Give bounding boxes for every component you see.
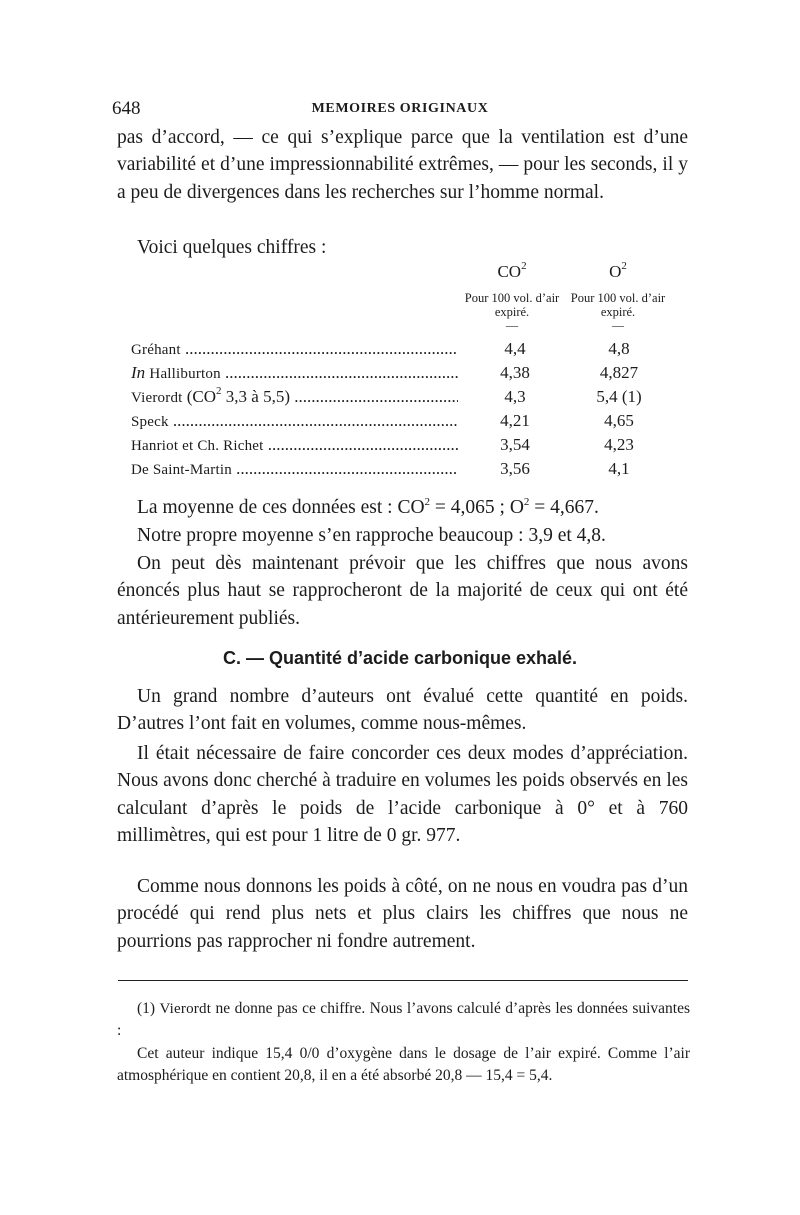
row-o2-value: 4,1 bbox=[608, 459, 630, 478]
column-header-o2: $O^2$ bbox=[609, 260, 627, 281]
column-subheader-co2: Pour 100 vol. d’air expiré. bbox=[464, 291, 560, 319]
row-author: Speck ..... bbox=[131, 411, 458, 431]
table-row bbox=[131, 363, 691, 387]
footnote-continuation: Cet auteur indique 15,4 0/0 d’oxygène dans le dosage de l’air expiré. Comme l’air atmosphérique en contient 20,8, il en a été absorbé 20,8 — 15,4 = 5,4. bbox=[117, 1045, 690, 1084]
paragraph-average: La moyenne de ces données est : $CO^2 = 4,065$ ; $O^2 = 4,667$. bbox=[137, 495, 599, 518]
row-o2-value: 4,65 bbox=[604, 411, 634, 430]
column-subheader-o2: Pour 100 vol. d’air expiré. bbox=[570, 291, 666, 319]
section-title: C. — Quantité d’acide carbonique exhalé. bbox=[222, 648, 578, 668]
row-o2-value: 4,8 bbox=[608, 339, 630, 358]
table-intro: Voici quelques chiffres : bbox=[137, 237, 327, 258]
row-author: Hanriot et Ch. Richet ..... bbox=[131, 435, 458, 455]
column-header-co2: $CO^2$ bbox=[497, 260, 527, 281]
paragraph: Un grand nombre d’auteurs ont évalué cette quantité en poids. D’autres l’ont fait en volumes, comme nous-mêmes. bbox=[117, 686, 688, 735]
table-row bbox=[131, 387, 691, 411]
column-dash-o2: — bbox=[612, 318, 624, 332]
row-co2-value: 3,56 bbox=[500, 459, 530, 478]
table-row bbox=[131, 339, 691, 363]
column-dash-co2: — bbox=[506, 318, 518, 332]
row-o2-value: 4,827 bbox=[599, 363, 639, 382]
paragraph: Comme nous donnons les poids à côté, on ne nous en voudra pas d’un procédé qui rend plus nets et plus clairs les chiffres que nous ne pourrions pas rapprocher ni fondre autrement. bbox=[117, 876, 688, 952]
paragraph: pas d’accord, — ce qui s’explique parce que la ventilation est d’une variabilité et d’une impressionnabilité extrêmes, — pour les seconds, il y a peu de divergences dans les recherches sur l’homme normal. bbox=[117, 127, 688, 203]
row-author: De Saint-Martin ..... bbox=[131, 459, 458, 479]
table-row bbox=[131, 459, 691, 483]
paragraph: On peut dès maintenant prévoir que les chiffres que nous avons énoncés plus haut se rapprocheront de la majorité de ceux qui ont été antérieurement publiés. bbox=[117, 553, 688, 629]
row-o2-value: 5,4 (1) bbox=[596, 387, 642, 406]
row-co2-value: 4,38 bbox=[500, 363, 530, 382]
row-author: In Halliburton ..... bbox=[131, 363, 458, 383]
row-author: Gréhant ..... bbox=[131, 339, 458, 359]
running-title: MEMOIRES ORIGINAUX bbox=[311, 101, 489, 116]
table-row bbox=[131, 411, 691, 435]
row-co2-value: 4,21 bbox=[500, 411, 530, 430]
row-author: Vierordt ($CO^2$ 3,3 à 5,5) ..... bbox=[131, 387, 458, 407]
footnote-rule bbox=[118, 980, 688, 981]
paragraph: Notre propre moyenne s’en rapproche beaucoup : 3,9 et 4,8. bbox=[137, 525, 606, 546]
footnote: (1) Vierordt ne donne pas ce chiffre. Nous l’avons calculé d’après les données suivantes : bbox=[117, 1000, 691, 1039]
row-o2-value: 4,23 bbox=[604, 435, 634, 454]
table-row bbox=[131, 435, 691, 459]
row-co2-value: 3,54 bbox=[500, 435, 530, 454]
paragraph: Il était nécessaire de faire concorder ces deux modes d’appréciation. Nous avons donc cherché à traduire en volumes les poids observés en les calculant d’après le poids de l’acide carbonique à 0° et à 760 millimètres, qui est pour 1 litre de 0 gr. 977. bbox=[117, 743, 688, 846]
page-number: 648 bbox=[112, 98, 141, 119]
row-co2-value: 4,4 bbox=[504, 339, 526, 358]
row-co2-value: 4,3 bbox=[504, 387, 526, 406]
